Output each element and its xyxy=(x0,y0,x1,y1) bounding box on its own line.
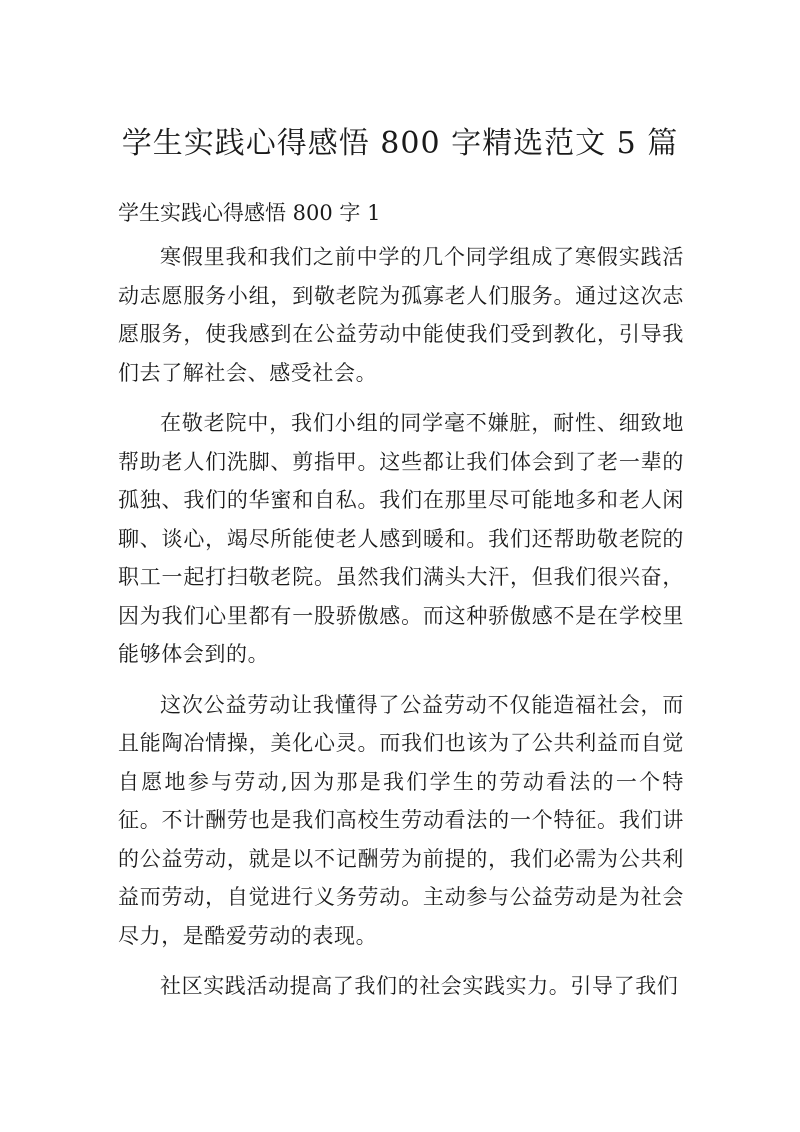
paragraph-4: 社区实践活动提高了我们的社会实践实力。引导了我们 xyxy=(160,974,679,998)
paragraph-3: 这次公益劳动让我懂得了公益劳动不仅能造福社会，而且能陶冶情操，美化心灵。而我们也该为了公共利益而自觉自愿地参与劳动,因为那是我们学生的劳动看法的一个特征。不计酬劳也是我们高校生劳动看法的一个特征。我们讲的公益劳动，就是以不记酬劳为前提的，我们必需为公共利益而劳动，自觉进行义务劳动。主动参与公益劳动是为社会尽力，是酷爱劳动的表现。 xyxy=(118,692,684,948)
document-title: 学生实践心得感悟 800 字精选范文 5 篇 xyxy=(121,126,679,161)
paragraph-1: 寒假里我和我们之前中学的几个同学组成了寒假实践活动志愿服务小组，到敬老院为孤寡老人们服务。通过这次志愿服务，使我感到在公益劳动中能使我们受到教化，引导我们去了解社会、感受社会。 xyxy=(118,245,684,385)
document-body xyxy=(118,238,684,1018)
section-heading: 学生实践心得感悟 800 字 1 xyxy=(118,201,381,225)
paragraph-2: 在敬老院中，我们小组的同学毫不嫌脏，耐性、细致地帮助老人们洗脚、剪指甲。这些都让我们体会到了老一辈的孤独、我们的华蜜和自私。我们在那里尽可能地多和老人闲聊、谈心，竭尽所能使老人感到暖和。我们还帮助敬老院的职工一起打扫敬老院。虽然我们满头大汗，但我们很兴奋，因为我们心里都有一股骄傲感。而这种骄傲感不是在学校里能够体会到的。 xyxy=(118,411,684,666)
